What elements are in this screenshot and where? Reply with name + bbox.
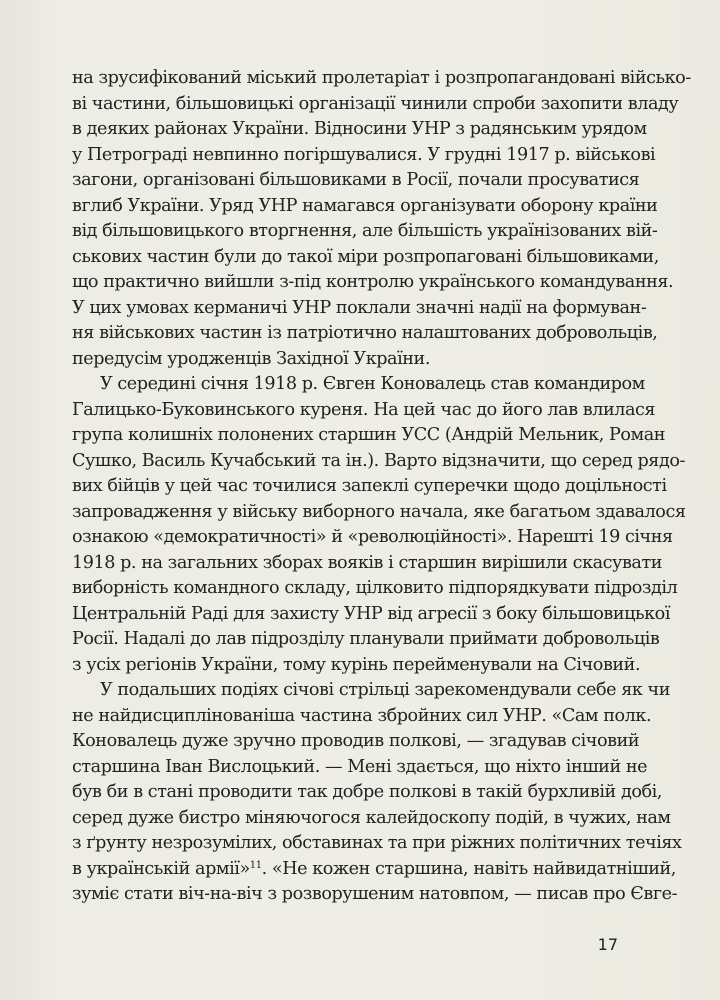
text-line: запровадження у війську виборного начала, яке багатьом здавалося [72,501,686,522]
text-line: старшина Іван Вислоцький. — Мені здається, що ніхто інший не [72,756,648,777]
text-line: ознакою «демократичності» й «революційності». Нарешті 19 січня [72,527,673,547]
text-line: ня військових частин із патріотично налаштованих добровольців, [72,323,658,343]
text-line: передусім уродженців Західної України. [72,348,430,369]
text-line: Центральній Раді для захисту УНР від агресії з боку більшовицької [72,603,670,624]
text-line: У середині січня 1918 р. Євген Коновалець став командиром [100,374,645,394]
text-segment: . «Не кожен старшина, навіть найвидатніший, [261,858,676,879]
text-line: вглиб України. Уряд УНР намагався організувати оборону країни [72,195,658,216]
text-line: У цих умовах керманичі УНР поклали значні надії на формуван- [72,297,647,318]
text-line: У подальших подіях січові стрільці зарекомендували себе як чи [100,680,670,700]
page-number: 17 [597,935,618,954]
paragraph [72,372,686,678]
text-line: загони, організовані більшовиками в Росії, почали просуватися [72,170,640,190]
text-line: в деяких районах України. Відносини УНР з радянським урядом [72,119,647,139]
body-text [72,66,691,908]
text-line: Галицько-Буковинського куреня. На цей час до його лав влилася [72,399,656,420]
text-segment: в українській армії» [72,858,250,879]
text-line: що практично вийшли з-під контролю українського командування. [72,272,674,292]
text-line: ськових частин були до такої міри розпропаговані більшовиками, [72,246,659,267]
text-line: був би в стані проводити так добре полкові в такій бурхливій добі, [72,782,662,802]
text-line: ві частини, більшовицькі організації чинили спроби захопити владу [72,93,679,114]
text-line: 1918 р. на загальних зборах вояків і старшин вирішили скасувати [72,552,663,573]
paragraph [72,66,691,372]
text-line: виборність командного складу, цілковито підпорядкувати підрозділ [72,578,678,598]
text-line: від більшовицького вторгнення, але більшість українізованих вій- [72,221,658,241]
text-line: у Петрограді невпинно погіршувалися. У грудні 1917 р. військові [72,144,656,165]
text-line: Сушко, Василь Кучабський та ін.). Варто відзначити, що серед рядо- [72,450,685,471]
text-line: зуміє стати віч-на-віч з розворушеним натовпом, — писав про Євге- [72,884,678,904]
paragraph [72,678,682,908]
text-line: Коновалець дуже зручно проводив полкові, — згадував січовий [72,731,640,751]
text-line: серед дуже бистро міняючогося калейдоскопу подій, в чужих, нам [72,807,671,828]
text-line: з ґрунту незрозумілих, обставинах та при ріжних політичних течіях [72,833,682,853]
text-line: не найдисциплінованіша частина збройних сил УНР. «Сам полк. [72,705,652,726]
text-line: вих бійців у цей час точилися запеклі суперечки щодо доцільності [72,476,667,496]
text-line: з усіх регіонів України, тому курінь перейменували на Січовий. [72,654,641,675]
text-line: група колишніх полонених старшин УСС (Андрій Мельник, Роман [72,425,666,445]
text-line: на зрусифікований міський пролетаріат і розпропагандовані військо- [72,68,691,88]
text-line: Росії. Надалі до лав підрозділу планували приймати добровольців [72,629,660,649]
footnote-marker[interactable]: 11 [249,859,262,871]
text-line [72,857,676,883]
